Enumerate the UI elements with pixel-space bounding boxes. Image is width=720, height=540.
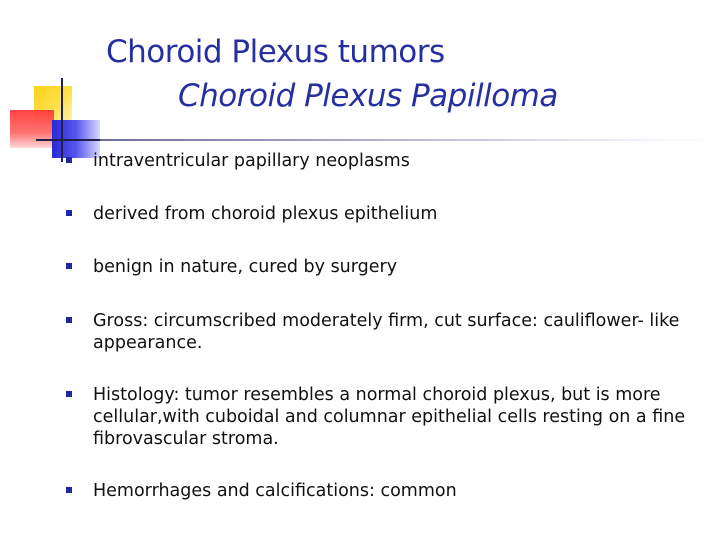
square-bullet-icon <box>66 157 72 163</box>
square-bullet-icon <box>66 317 72 323</box>
square-bullet-icon <box>66 487 72 493</box>
title-underline-rule <box>100 139 712 141</box>
bullet-text: benign in nature, cured by surgery <box>93 257 398 277</box>
decorative-horizontal-line <box>36 139 102 141</box>
bullet-text: intraventricular papillary neoplasms <box>93 151 410 171</box>
square-bullet-icon <box>66 263 72 269</box>
bullet-text: Gross: circumscribed moderately firm, cut surface: cauliflower- like appearance. <box>93 311 680 353</box>
decorative-vertical-line <box>61 78 63 162</box>
square-bullet-icon <box>66 210 72 216</box>
decorative-red-square <box>10 110 54 148</box>
bullet-text: Hemorrhages and calcifications: common <box>93 481 457 501</box>
slide-subtitle: Choroid Plexus Papilloma <box>178 78 558 114</box>
bullet-text: derived from choroid plexus epithelium <box>93 204 438 224</box>
square-bullet-icon <box>66 391 72 397</box>
bullet-text: Histology: tumor resembles a normal choroid plexus, but is more cellular,with cuboidal and columnar epithelial cells resting on a fine fibrovascular stroma. <box>93 385 686 449</box>
slide-title: Choroid Plexus tumors <box>106 34 445 70</box>
